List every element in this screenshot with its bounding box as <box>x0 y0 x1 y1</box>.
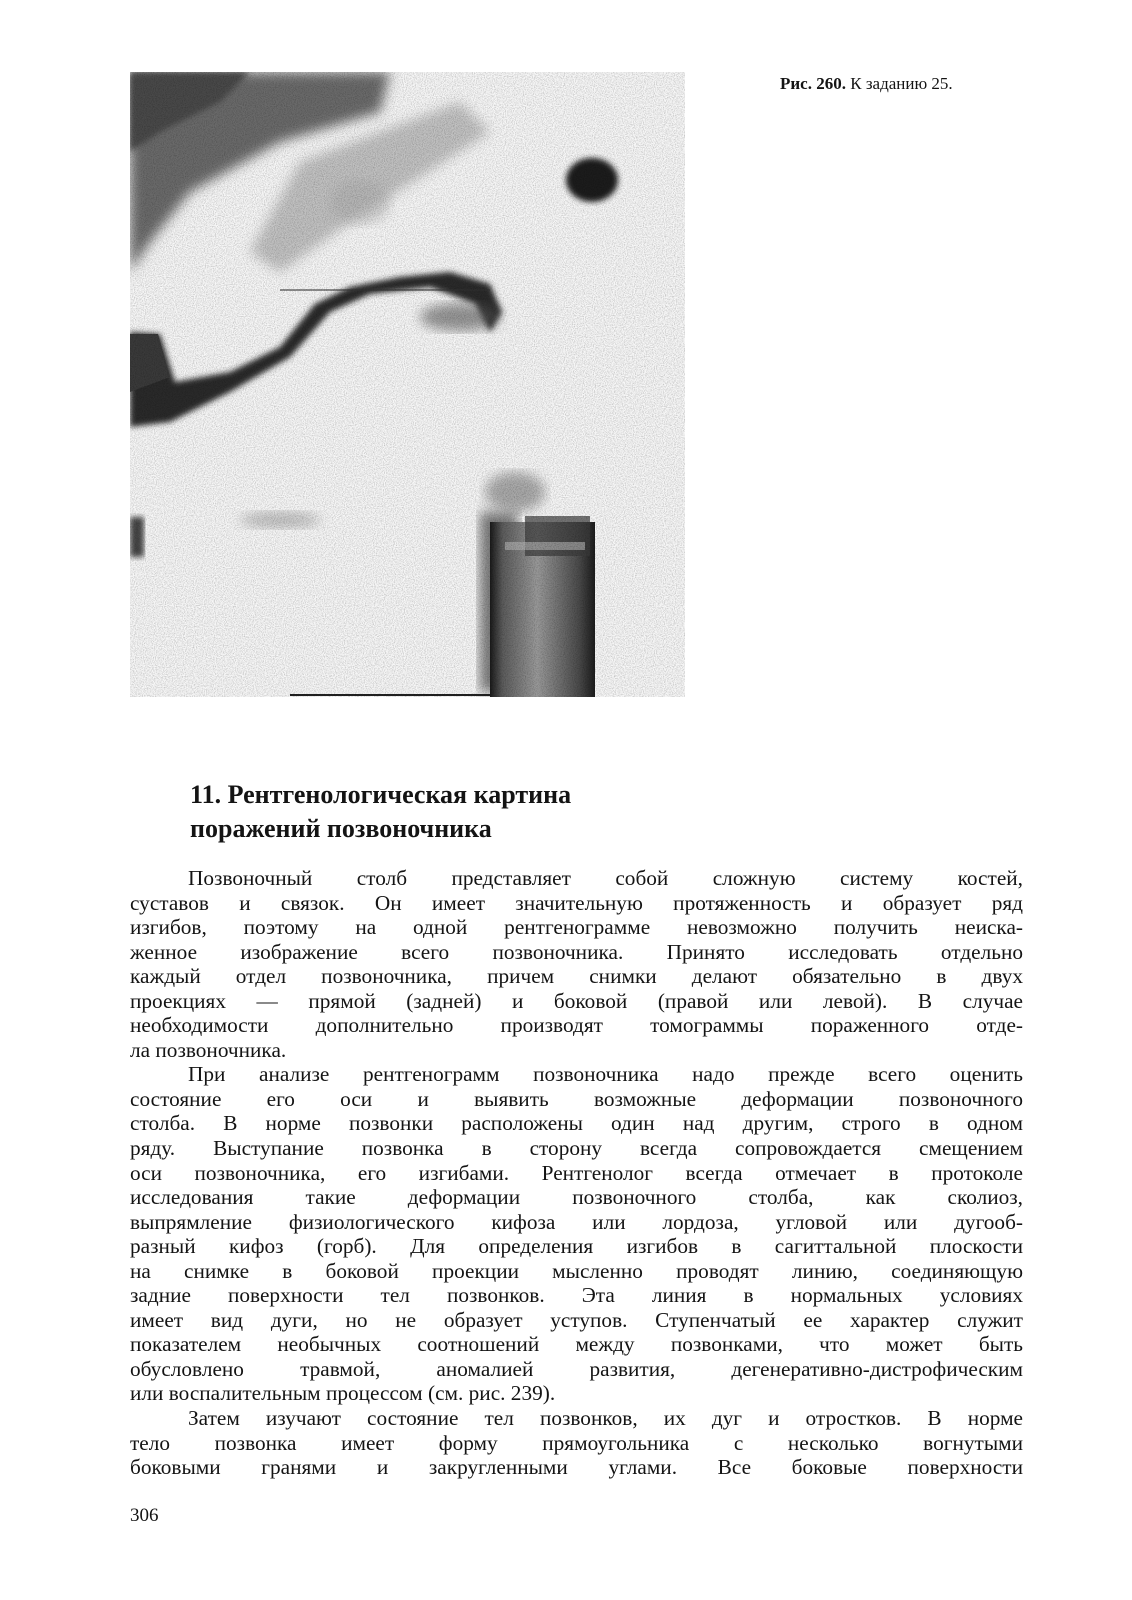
text-line: При анализе рентгенограмм позвоночника надо прежде всего оценить <box>188 1062 1023 1087</box>
paragraph-1 <box>130 866 1023 1062</box>
text-line: выпрямление физиологического кифоза или лордоза, угловой или дугооб- <box>130 1209 1023 1234</box>
radiograph-figure <box>130 72 685 697</box>
text-line: суставов и связок. Он имеет значительную протяженность и образует ряд <box>130 890 1023 915</box>
text-line: ла позвоночника. <box>130 1037 287 1062</box>
text-line: необходимости дополнительно производят томограммы пораженного отде- <box>130 1013 1023 1038</box>
body-text <box>130 866 1023 1480</box>
text-line: Позвоночный столб представляет собой сложную систему костей, <box>188 866 1023 890</box>
text-line: разный кифоз (горб). Для определения изгибов в сагиттальной плоскости <box>130 1234 1023 1259</box>
section-title-line: поражений позвоночника <box>190 814 492 843</box>
figure-text: К заданию 25. <box>850 74 953 93</box>
radiograph-image <box>130 72 685 697</box>
text-line: имеет вид дуги, но не образует уступов. Ступенчатый ее характер служит <box>130 1307 1023 1332</box>
page-number: 306 <box>130 1505 159 1526</box>
text-line: каждый отдел позвоночника, причем снимки делают обязательно в двух <box>130 964 1023 989</box>
text-line: столба. В норме позвонки расположены один над другим, строго в одном <box>130 1111 1023 1136</box>
text-line: показателем необычных соотношений между позвонками, что может быть <box>130 1332 1023 1357</box>
text-line: оси позвоночника, его изгибами. Рентгенолог всегда отмечает в протоколе <box>130 1160 1023 1185</box>
text-line: проекциях — прямой (задней) и боковой (правой или левой). В случае <box>130 988 1023 1013</box>
text-line: Затем изучают состояние тел позвонков, их дуг и отростков. В норме <box>188 1406 1023 1431</box>
text-line: тело позвонка имеет форму прямоугольника с несколько вогнутыми <box>130 1430 1023 1455</box>
text-line: исследования такие деформации позвоночного столба, как сколиоз, <box>130 1185 1023 1210</box>
text-line: на снимке в боковой проекции мысленно проводят линию, соединяющую <box>130 1258 1023 1283</box>
text-line: состояние его оси и выявить возможные деформации позвоночного <box>130 1086 1023 1111</box>
section-title <box>190 778 950 846</box>
text-line: обусловлено травмой, аномалией развития, дегенеративно-дистрофическим <box>130 1356 1023 1381</box>
section-title-line: 11. Рентгенологическая картина <box>190 780 572 809</box>
text-line: или воспалительным процессом (см. рис. 239). <box>130 1381 556 1406</box>
text-line: ряду. Выступание позвонка в сторону всегда сопровождается смещением <box>130 1136 1023 1161</box>
text-line: боковыми гранями и закругленными углами. Все боковые поверхности <box>130 1455 1023 1480</box>
text-line: изгибов, поэтому на одной рентгенограмме невозможно получить неиска- <box>130 915 1023 940</box>
text-line: женное изображение всего позвоночника. Принято исследовать отдельно <box>130 939 1023 964</box>
paragraph-3 <box>130 1406 1023 1480</box>
text-line: задние поверхности тел позвонков. Эта линия в нормальных условиях <box>130 1283 1023 1308</box>
paragraph-2 <box>130 1062 1023 1406</box>
figure-caption <box>780 74 953 94</box>
figure-label: Рис. 260. <box>780 74 846 93</box>
